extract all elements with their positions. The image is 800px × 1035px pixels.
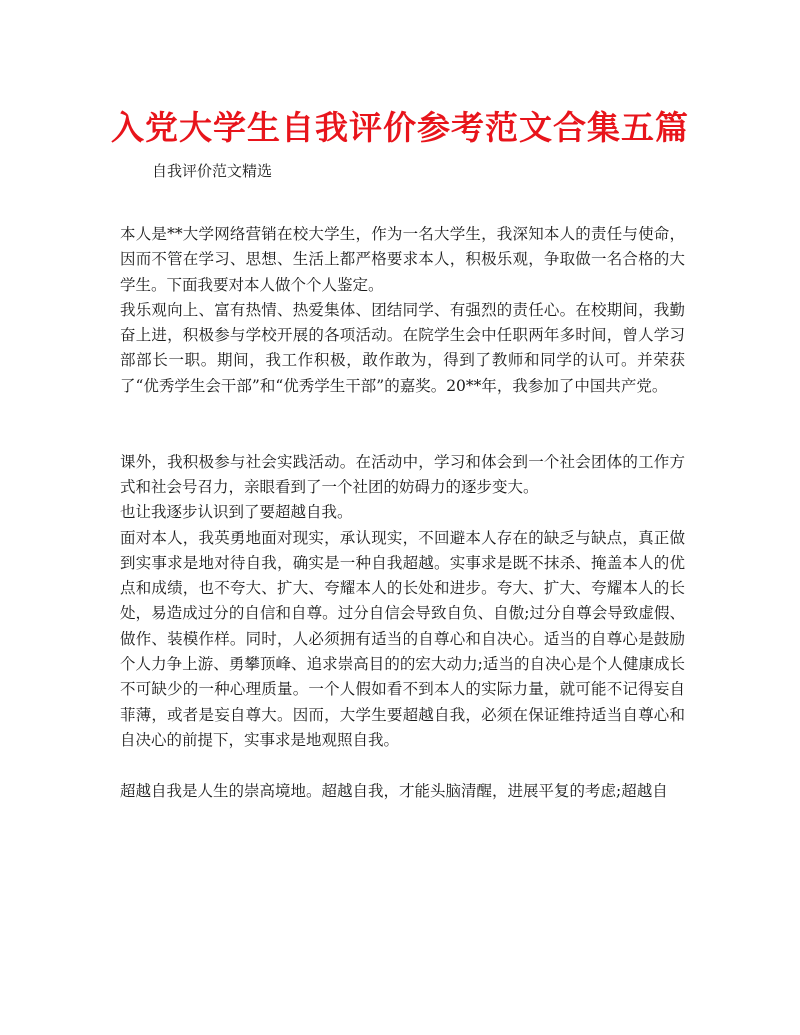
- paragraph-spacer: [120, 753, 685, 778]
- document-body: [120, 222, 685, 804]
- paragraph-personality: 我乐观向上、富有热情、热爱集体、团结同学、有强烈的责任心。在校期间，我勤奋上进，积极参与学校开展的各项活动。在院学生会中任职两年多时间，曾人学习部部长一职。期间，我工作积极，敢作敢为，得到了教师和同学的认可。并荣获了“优秀学生会干部”和“优秀学生干部”的嘉奖。20**年，我参加了中国共产党。: [120, 300, 685, 395]
- paragraph-realm: 超越自我是人生的崇高境地。超越自我，才能头脑清醒，进展平复的考虑;超越自: [120, 781, 668, 800]
- paragraph-face-reality: 面对本人，我英勇地面对现实，承认现实，不回避本人存在的缺乏与缺点，真正做到实事求是地对待自我，确实是一种自我超越。实事求是既不抹杀、掩盖本人的优点和成绩，也不夸大、扩大、夸耀本人的长处和进步。夸大、扩大、夸耀本人的长处，易造成过分的自信和自尊。过分自信会导致自负、自傲;过分自尊会导致虚假、做作、装模作样。同时，人必须拥有适当的自尊心和自决心。适当的自尊心是鼓励个人力争上游、勇攀顶峰、追求崇高目的的宏大动力;适当的自决心是个人健康成长不可缺少的一种心理质量。一个人假如看不到本人的实际力量，就可能不记得妄自菲薄，或者是妄自尊大。因而，大学生要超越自我，必须在保证维持适当自尊心和自决心的前提下，实事求是地观照自我。: [120, 528, 685, 749]
- paragraph-social-practice: 课外，我积极参与社会实践活动。在活动中，学习和体会到一个社会团体的工作方式和社会号召力，亲眼看到了一个社团的妨碍力的逐步变大。: [120, 452, 685, 496]
- document-title: 入党大学生自我评价参考范文合集五篇: [111, 108, 689, 147]
- paragraph-spacer: [120, 399, 685, 424]
- paragraph-self-transcendence: 也让我逐步认识到了要超越自我。: [120, 503, 353, 522]
- paragraph-self-intro: 本人是**大学网络营销在校大学生，作为一名大学生，我深知本人的责任与使命，因而不管在学习、思想、生活上都严格要求本人，积极乐观，争取做一名合格的大学生。下面我要对本人做个个人鉴定。: [120, 225, 685, 294]
- document-subtitle: 自我评价范文精选: [152, 162, 273, 180]
- paragraph-spacer: [120, 424, 685, 449]
